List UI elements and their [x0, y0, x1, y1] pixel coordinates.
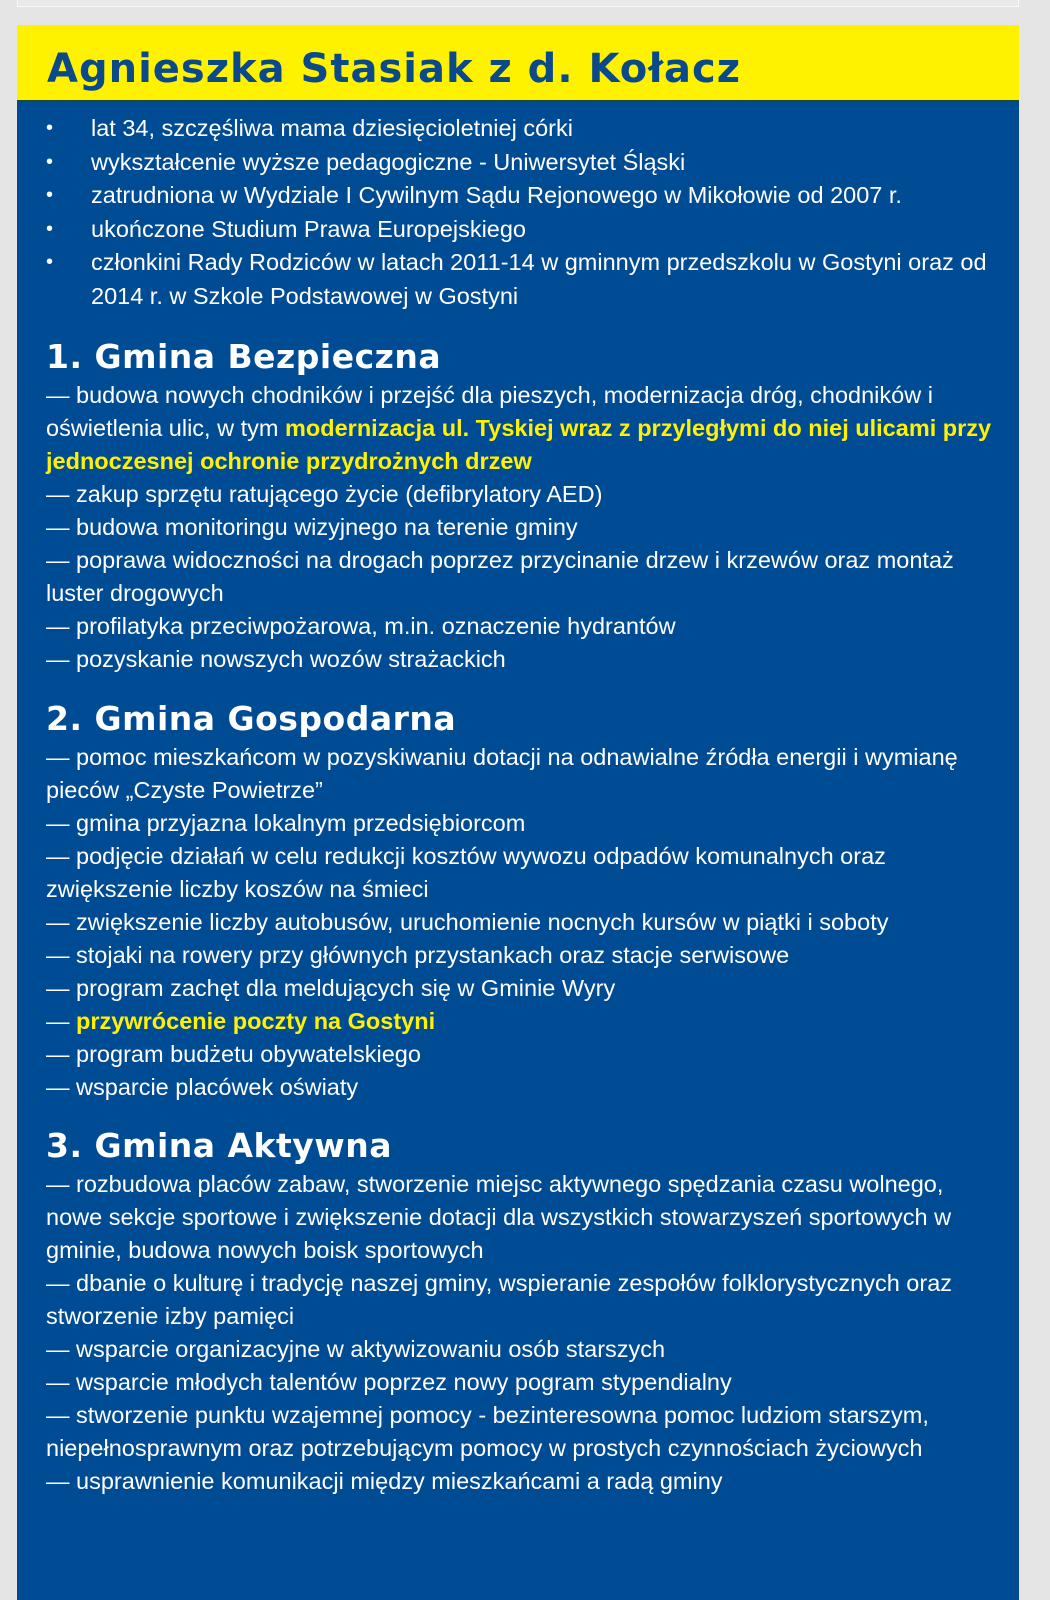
bullet-icon: • [46, 184, 54, 206]
bio-list [17, 112, 1007, 313]
program-item: — pozyskanie nowszych wozów strażackich [46, 646, 506, 672]
section-gmina-aktywna [46, 1124, 1006, 1498]
program-item: — podjęcie działań w celu redukcji kosztów wywozu odpadów komunalnych oraz zwiększenie liczby koszów na śmieci [46, 843, 886, 902]
candidate-panel [17, 25, 1019, 1600]
program-item: — usprawnienie komunikacji między mieszkańcami a radą gminy [46, 1468, 723, 1494]
program-item: — wsparcie organizacyjne w aktywizowaniu osób starszych [46, 1336, 666, 1362]
bio-item: • ukończone Studium Prawa Europejskiego [17, 213, 1007, 247]
program-item: — stojaki na rowery przy głównych przystankach oraz stacje serwisowe [46, 942, 790, 968]
program-item: — przywrócenie poczty na Gostyni [46, 1008, 436, 1034]
name-header [17, 25, 1019, 102]
program-item: — dbanie o kulturę i tradycję naszej gminy, wspieranie zespołów folklorystycznych oraz stworzenie izby pamięci [46, 1270, 953, 1329]
program-item: — poprawa widoczności na drogach poprzez przycinanie drzew i krzewów oraz montaż luster drogowych [46, 547, 954, 606]
bullet-icon: • [46, 251, 54, 273]
section-title: 2. Gmina Gospodarna [46, 699, 457, 738]
program-item: — profilatyka przeciwpożarowa, m.in. oznaczenie hydrantów [46, 613, 676, 639]
bullet-icon: • [46, 150, 54, 173]
section-gmina-bezpieczna [46, 335, 1006, 676]
bullet-icon: • [46, 217, 54, 240]
bullet-icon: • [46, 117, 54, 139]
program-item: — budowa monitoringu wizyjnego na terenie gminy [46, 514, 578, 540]
program-item: — pomoc mieszkańcom w pozyskiwaniu dotacji na odnawialne źródła energii i wymianę pieców „Czyste Powietrze” [46, 744, 958, 803]
bio-item: • zatrudniona w Wydziale I Cywilnym Sądu Rejonowego w Mikołowie od 2007 r. [17, 179, 1007, 213]
program-item: — program budżetu obywatelskiego [46, 1041, 421, 1067]
candidate-name: Agnieszka Stasiak z d. Kołacz [47, 46, 742, 92]
program-item: — wsparcie młodych talentów poprzez nowy pogram stypendialny [46, 1369, 732, 1395]
program-item: — rozbudowa placów zabaw, stworzenie miejsc aktywnego spędzania czasu wolnego, nowe sekcje sportowe i zwiększenie dotacji dla wszystkich stowarzyszeń sportowych w gminie, budowa nowych boisk sportowych [46, 1171, 952, 1263]
previous-card-edge [17, 0, 1019, 7]
program-item: — wsparcie placówek oświaty [46, 1074, 359, 1100]
bio-item: • członkini Rady Rodziców w latach 2011-14 w gminnym przedszkolu w Gostyni oraz od 2014 r. w Szkole Podstawowej w Gostyni [17, 246, 1007, 313]
highlighted-text: modernizacja ul. Tyskiej wraz z przyległymi do niej ulicami przy jednoczesnej ochronie przydrożnych drzew [46, 415, 992, 474]
program-item: — budowa nowych chodników i przejść dla pieszych, modernizacja dróg, chodników i oświetlenia ulic, w tym modernizacja ul. Tyskiej wraz z przyległymi do niej ulicami przy jednoczesnej ochronie przydrożnych drzew [46, 382, 992, 474]
section-title: 1. Gmina Bezpieczna [46, 337, 442, 376]
program-item: — zwiększenie liczby autobusów, uruchomienie nocnych kursów w piątki i soboty [46, 909, 889, 935]
program-item: — stworzenie punktu wzajemnej pomocy - bezinteresowna pomoc ludziom starszym, niepełnosprawnym oraz potrzebującym pomocy w prostych czynnościach życiowych [46, 1402, 929, 1461]
bio-item: • lat 34, szczęśliwa mama dziesięcioletniej córki [17, 112, 1007, 146]
program-item: — gmina przyjazna lokalnym przedsiębiorcom [46, 810, 526, 836]
highlighted-text: przywrócenie poczty na Gostyni [76, 1008, 436, 1034]
program-item: — zakup sprzętu ratującego życie (defibrylatory AED) [46, 481, 603, 507]
section-gmina-gospodarna [46, 697, 1006, 1104]
section-title: 3. Gmina Aktywna [46, 1126, 393, 1165]
bio-item: • wykształcenie wyższe pedagogiczne - Uniwersytet Śląski [17, 146, 1007, 180]
program-item: — program zachęt dla meldujących się w Gminie Wyry [46, 975, 616, 1001]
